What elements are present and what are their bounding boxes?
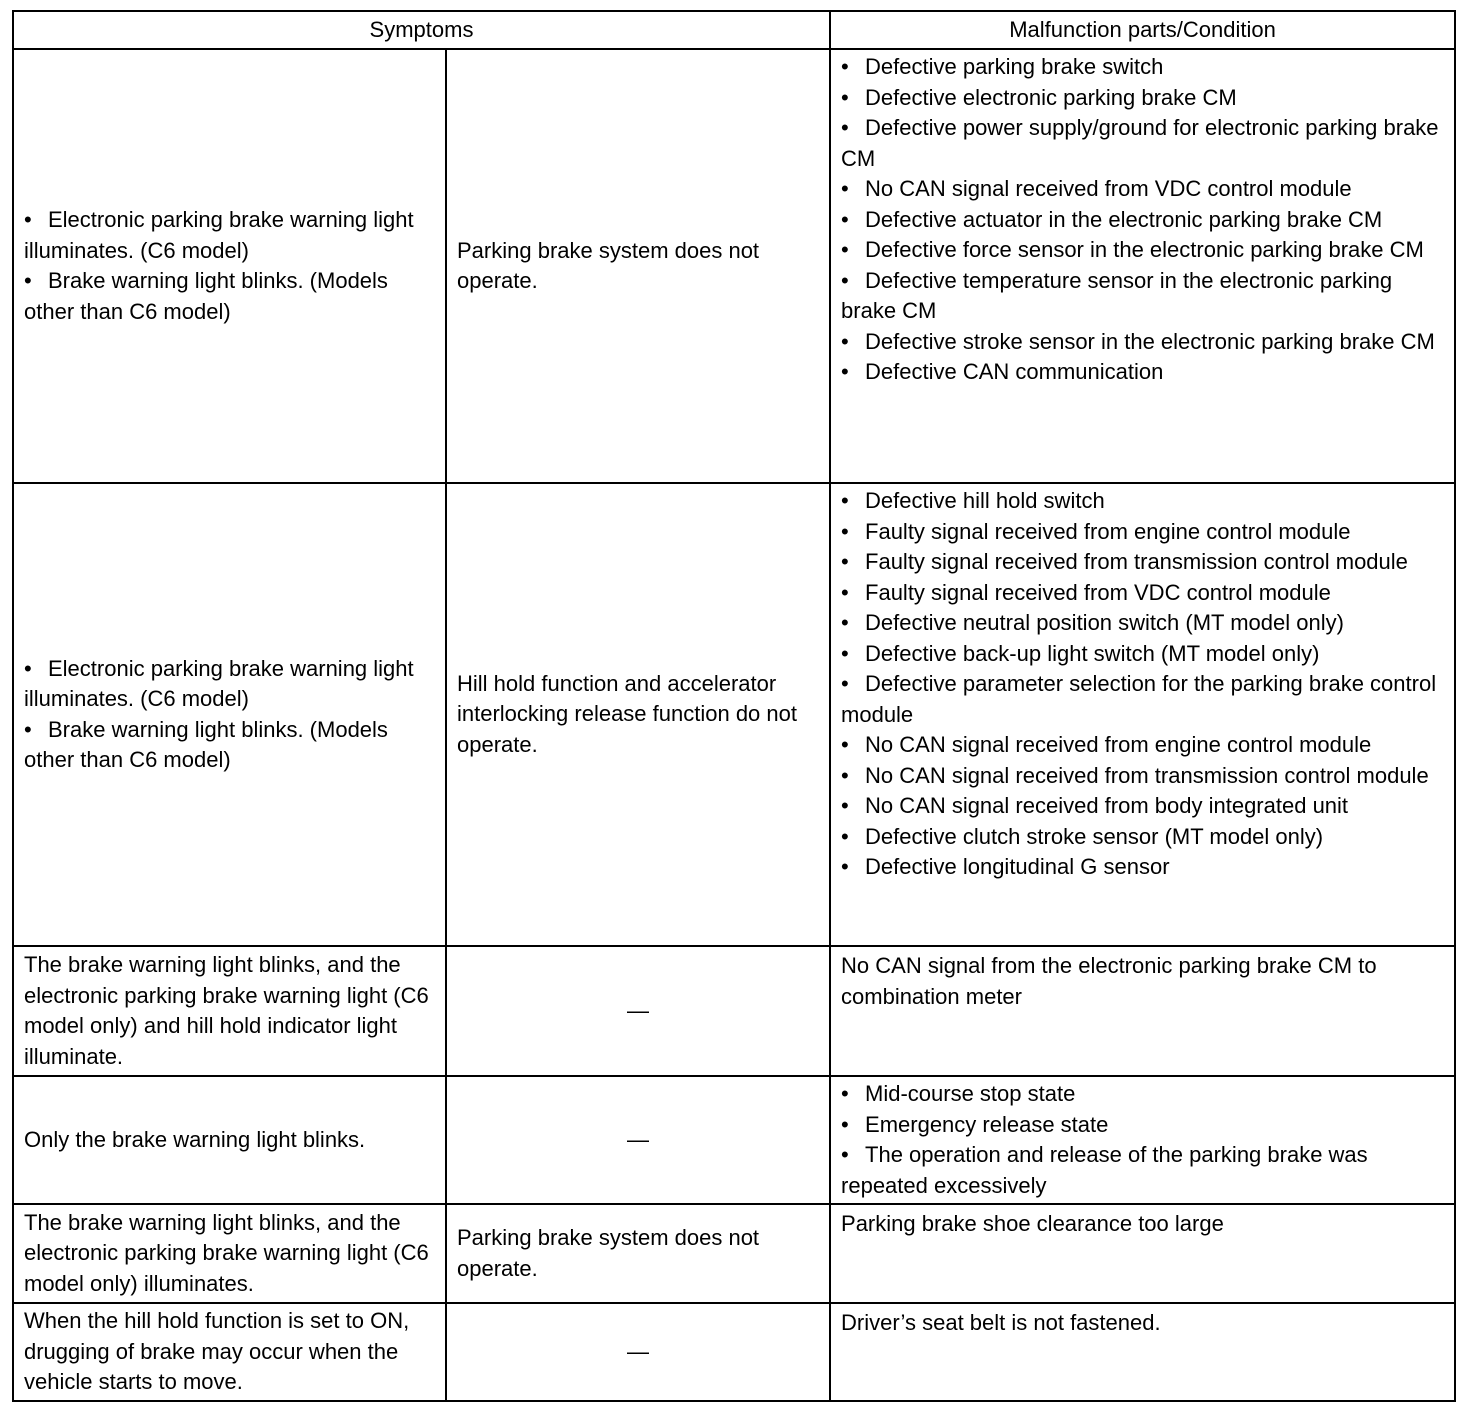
warning-cell: The brake warning light blinks, and the electronic parking brake warning light (C6 model only) illuminates. [13,1204,446,1303]
list-item: • Defective neutral position switch (MT model only) [841,608,1444,639]
list-item: • Defective electronic parking brake CM [841,83,1444,114]
bullet-icon: • [841,267,849,293]
warning-cell: The brake warning light blinks, and the electronic parking brake warning light (C6 model only) and hill hold indicator light illuminate. [13,946,446,1076]
list-item: • Faulty signal received from VDC control module [841,578,1444,609]
bullet-icon: • [841,1142,849,1167]
bullet-icon: • [24,716,32,742]
bullet-icon: • [841,762,849,788]
header-symptoms: Symptoms [13,11,830,49]
table-row [13,483,1455,946]
list-item: • Defective power supply/ground for electronic parking brake CM [841,115,1439,171]
header-malfunction: Malfunction parts/Condition [830,11,1455,49]
bullet-icon: • [841,579,849,605]
bullet-icon: • [24,655,32,681]
symptom-cell: — [446,1076,830,1204]
warning-cell: When the hill hold function is set to ON, drugging of brake may occur when the vehicle starts to move. [13,1303,446,1401]
condition-cell: Driver’s seat belt is not fastened. [830,1303,1455,1401]
list-item: • Defective longitudinal G sensor [841,852,1444,883]
condition-cell [830,1076,1455,1204]
list-item: • Faulty signal received from transmission control module [841,547,1444,578]
list-item: • No CAN signal received from engine control module [841,730,1444,761]
bullet-icon: • [841,488,849,513]
list-item: • The operation and release of the parking brake was repeated excessively [841,1142,1368,1198]
list-item: • Faulty signal received from engine control module [841,517,1444,548]
header-row [13,11,1455,49]
bullet-icon: • [841,115,849,140]
warning-cell: Only the brake warning light blinks. [13,1076,446,1204]
list-item: • Defective force sensor in the electronic parking brake CM [841,235,1444,266]
symptom-cell: Hill hold function and accelerator interlocking release function do not operate. [446,483,830,946]
bullet-icon: • [841,84,849,110]
list-item: • Electronic parking brake warning light illuminates. (C6 model) [24,207,414,263]
symptom-cell: — [446,1303,830,1401]
symptom-cell: — [446,946,830,1076]
bullet-icon: • [841,1081,849,1106]
bullet-icon: • [24,268,32,293]
list-item: • Defective hill hold switch [841,486,1444,517]
table-row [13,1303,1455,1401]
list-item: • Mid-course stop state [841,1079,1444,1110]
list-item: • No CAN signal received from transmission control module [841,761,1444,792]
list-item: • Emergency release state [841,1110,1444,1141]
bullet-icon: • [841,640,849,666]
bullet-icon: • [841,176,849,201]
list-item: • No CAN signal received from body integrated unit [841,791,1444,822]
diagnosis-table-container [12,10,1454,1402]
condition-cell [830,483,1455,946]
table-row [13,49,1455,483]
bullet-icon: • [841,549,849,574]
table-row [13,1076,1455,1204]
warning-cell [13,49,446,483]
bullet-icon: • [841,237,849,262]
list-item: • Defective CAN communication [841,357,1444,388]
bullet-icon: • [841,54,849,79]
list-item: • Defective parking brake switch [841,52,1444,83]
bullet-icon: • [841,206,849,232]
table-row [13,946,1455,1076]
symptom-cell: Parking brake system does not operate. [446,49,830,483]
condition-cell [830,49,1455,483]
list-item: • Defective actuator in the electronic parking brake CM [841,205,1444,236]
bullet-icon: • [841,359,849,384]
list-item: • Defective temperature sensor in the electronic parking brake CM [841,267,1393,323]
condition-cell: Parking brake shoe clearance too large [830,1204,1455,1303]
condition-cell: No CAN signal from the electronic parking brake CM to combination meter [830,946,1455,1076]
bullet-icon: • [841,793,849,818]
bullet-icon: • [841,610,849,635]
bullet-icon: • [841,823,849,849]
list-item: • Defective clutch stroke sensor (MT model only) [841,822,1444,853]
symptom-cell: Parking brake system does not operate. [446,1204,830,1303]
list-item: • Electronic parking brake warning light illuminates. (C6 model) [24,655,414,711]
bullet-icon: • [841,1111,849,1137]
bullet-icon: • [841,671,849,696]
bullet-icon: • [841,732,849,757]
list-item: • Brake warning light blinks. (Models other than C6 model) [24,268,388,324]
bullet-icon: • [841,518,849,544]
list-item: • Defective stroke sensor in the electronic parking brake CM [841,327,1444,358]
list-item: • Defective back-up light switch (MT model only) [841,639,1444,670]
list-item: • No CAN signal received from VDC control module [841,174,1444,205]
symptom-diagnosis-table [12,10,1456,1402]
warning-cell [13,483,446,946]
list-item: • Defective parameter selection for the parking brake control module [841,671,1437,727]
list-item: • Brake warning light blinks. (Models other than C6 model) [24,716,388,772]
bullet-icon: • [841,328,849,354]
bullet-icon: • [24,207,32,232]
bullet-icon: • [841,854,849,879]
table-row [13,1204,1455,1303]
